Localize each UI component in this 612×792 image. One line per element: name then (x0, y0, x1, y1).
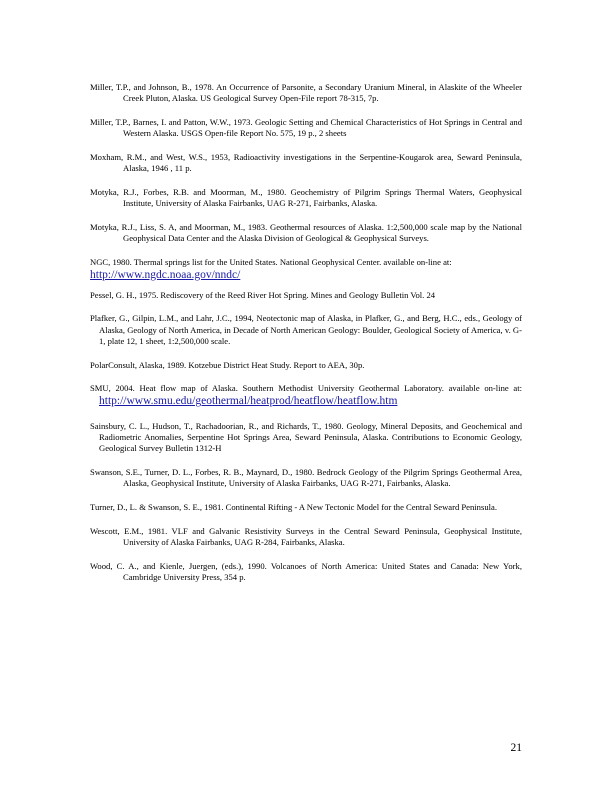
reference-item (90, 467, 522, 489)
reference-item (90, 561, 522, 583)
reference-text: PolarConsult, Alaska, 1989. Kotzebue District Heat Study. Report to AEA, 30p. (90, 359, 365, 370)
reference-text: Miller, T.P., Barnes, I. and Patton, W.W., 1973. Geologic Setting and Chemical Characteristics of Hot Springs in Central and Western Alaska. USGS Open-file Report No. 575, 19 p., 2 sheets (90, 116, 522, 139)
reference-text: Turner, D., L. & Swanson, S. E., 1981. Continental Rifting - A New Tectonic Model for the Central Seward Peninsula. (90, 501, 497, 512)
reference-item (90, 290, 522, 301)
reference-item (90, 117, 522, 139)
reference-link[interactable]: http://www.smu.edu/geothermal/heatprod/heatflow/heatflow.htm (99, 395, 398, 408)
reference-text: Miller, T.P., and Johnson, B., 1978. An Occurrence of Parsonite, a Secondary Uranium Mineral, in Alaskite of the Wheeler Creek Pluton, Alaska. US Geological Survey Open-File report 78-315, 7p. (90, 82, 522, 104)
reference-text: Motyka, R.J., Forbes, R.B. and Moorman, M., 1980. Geochemistry of Pilgrim Springs Thermal Waters, Geophysical Institute, University of Alaska Fairbanks, UAG R-271, Fairbanks, Alaska. (90, 186, 522, 208)
reference-list (90, 82, 522, 595)
reference-item (90, 383, 522, 408)
reference-item (90, 82, 522, 104)
reference-text: Plafker, G., Gilpin, L.M., and Lahr, J.C., 1994, Neotectonic map of Alaska, in Plafker, G., and Berg, H.C., eds., Geology of Alaska, Geology of North America, in Decade of North American Geology: Boulder, Geological Society of America, v. G-1, plate 12, 1 sheet, 1:2,500,000 scale. (90, 313, 522, 346)
reference-link[interactable]: http://www.ngdc.noaa.gov/nndc/ (90, 268, 241, 281)
reference-item (90, 187, 522, 209)
reference-text: Wood, C. A., and Kienle, Juergen, (eds.), 1990. Volcanoes of North America: United States and Canada: New York, Cambridge University Press, 354 p. (90, 560, 522, 582)
reference-text: Swanson, S.E., Turner, D. L., Forbes, R. B., Maynard, D., 1980. Bedrock Geology of the Pilgrim Springs Geothermal Area, Alaska, Geophysical Institute, University of Alaska Fairbanks, UAG R-271, Fairbanks, Alaska. (90, 467, 522, 489)
reference-text: SMU, 2004. Heat flow map of Alaska. Southern Methodist University Geothermal Laboratory. available on-line at: (90, 383, 522, 394)
reference-item (90, 222, 522, 244)
reference-text: Moxham, R.M., and West, W.S., 1953, Radioactivity investigations in the Serpentine-Kougarok area, Seward Peninsula, Alaska, 1946 , 11 p. (90, 151, 522, 174)
page-number: 21 (510, 742, 522, 754)
reference-item (90, 421, 522, 455)
reference-item (90, 360, 522, 371)
reference-item (90, 313, 522, 347)
reference-text: Wescott, E.M., 1981. VLF and Galvanic Resistivity Surveys in the Central Seward Peninsula, Geophysical Institute, University of Alaska Fairbanks, UAG R-284, Fairbanks, Alaska. (90, 525, 522, 547)
reference-item (90, 152, 522, 174)
reference-item (90, 502, 522, 513)
reference-text: Motyka, R.J., Liss, S. A, and Moorman, M., 1983. Geothermal resources of Alaska. 1:2,500,000 scale map by the National Geophysical Data Center and the Alaska Division of Geological & Geophysical Surveys. (90, 221, 522, 243)
reference-item (90, 526, 522, 548)
reference-text: Sainsbury, C. L., Hudson, T., Rachadoorian, R., and Richards, T., 1980. Geology, Mineral Deposits, and Geochemical and Radiometric Anomalies, Serpentine Hot Springs Area, Seward Peninsula, Alaska. Contributions to Economic Geology, Geological Survey Bulletin 1312-H (90, 420, 522, 454)
reference-text: Pessel, G. H., 1975. Rediscovery of the Reed River Hot Spring. Mines and Geology Bulletin Vol. 24 (90, 289, 436, 300)
reference-text: NGC, 1980. Thermal springs list for the United States. National Geophysical Center. available on-line at: (90, 256, 452, 267)
reference-item (90, 257, 522, 282)
